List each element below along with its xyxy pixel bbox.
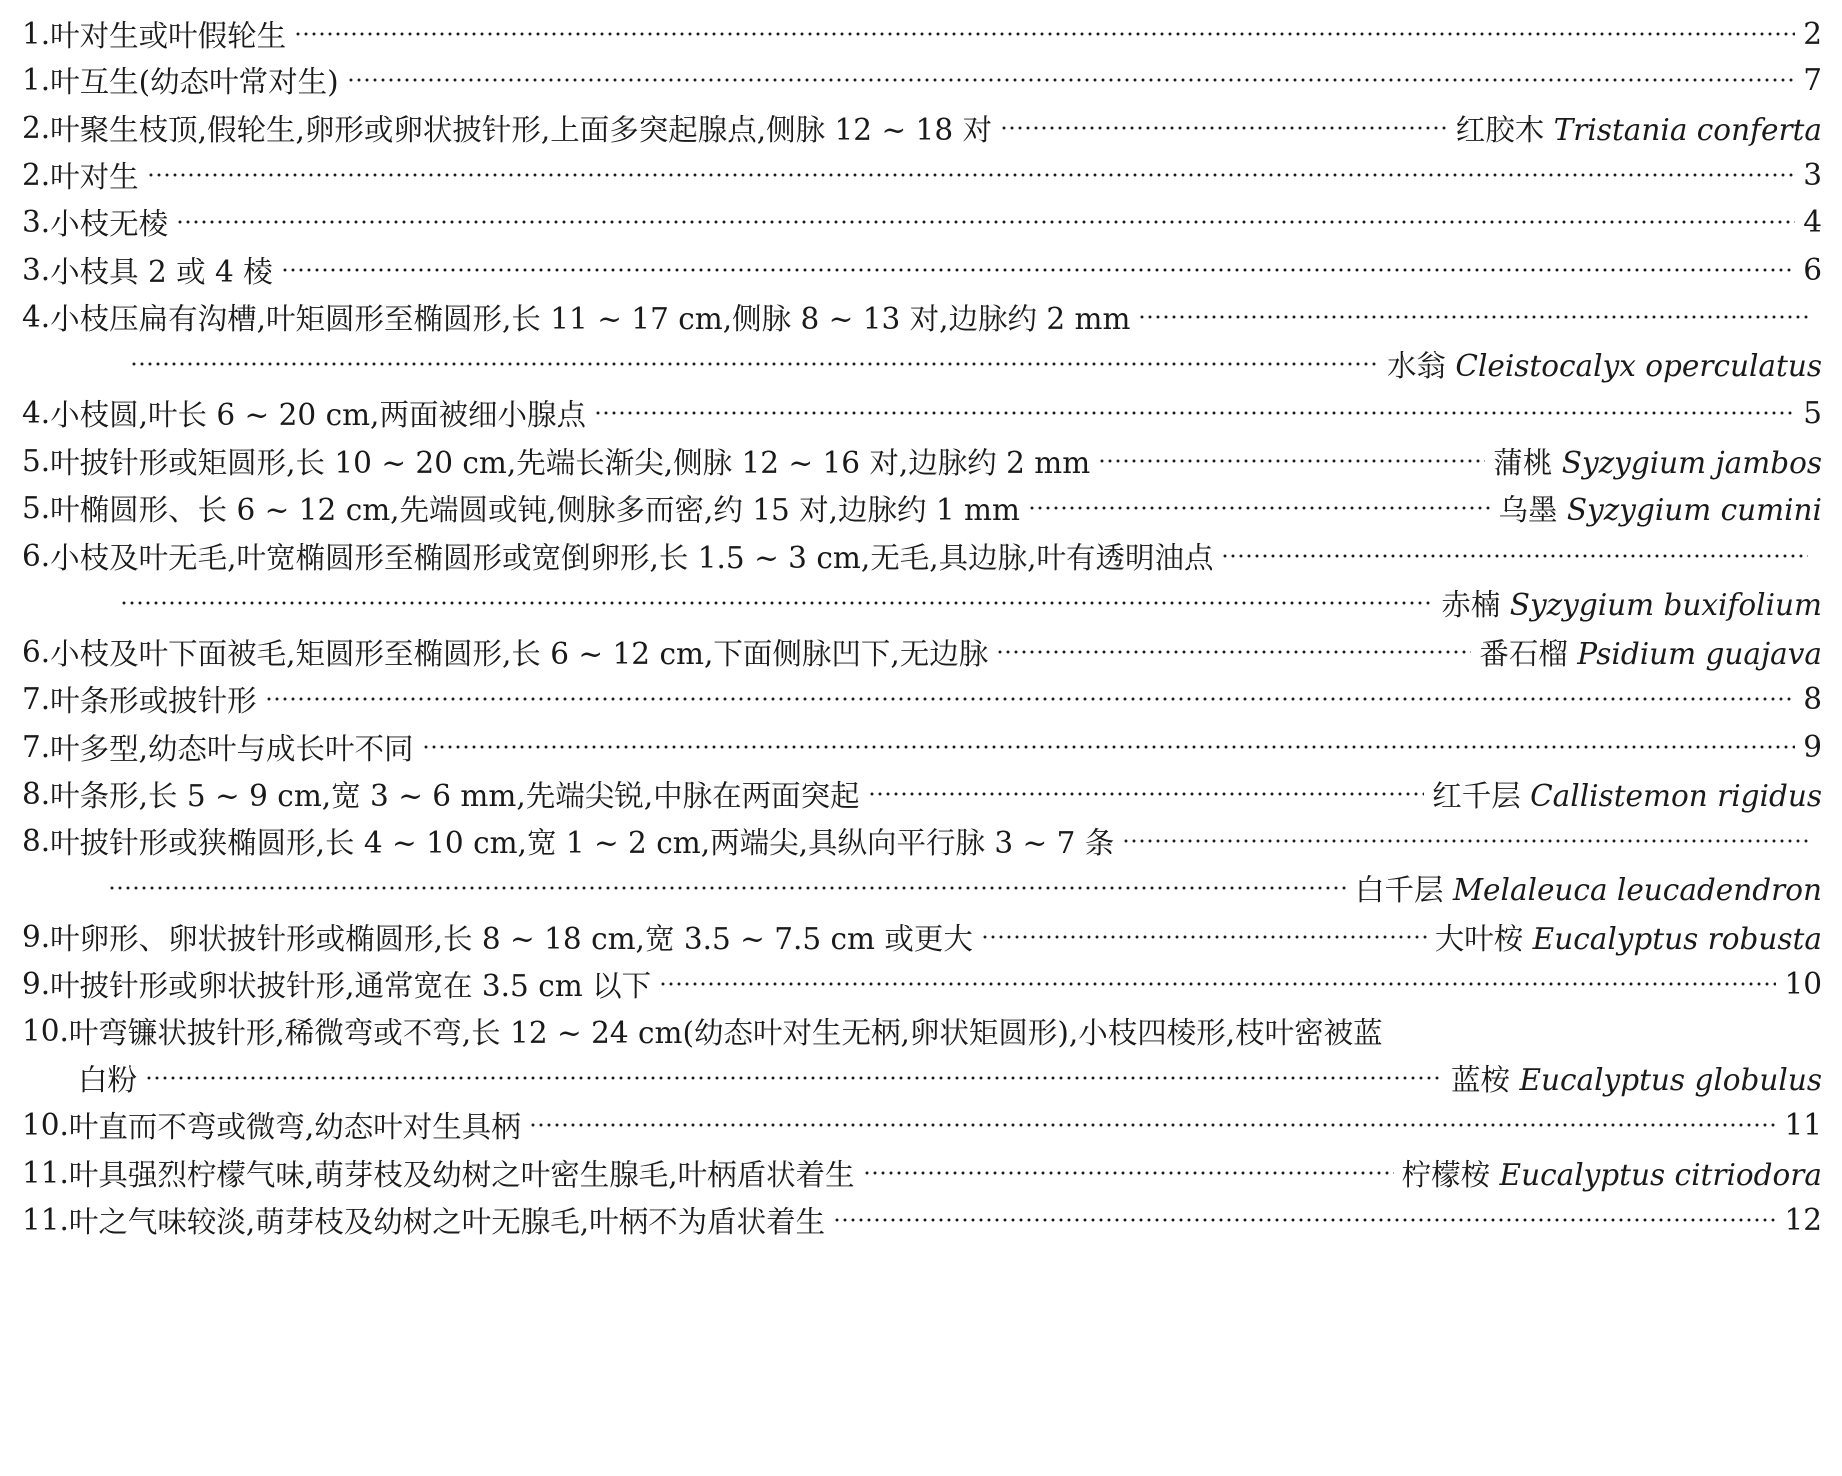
key-entry	[22, 816, 1822, 866]
entry-target: 12	[1784, 1203, 1822, 1237]
entry-target: 2	[1803, 17, 1822, 51]
species-scientific-name: Eucalyptus globulus	[1519, 1063, 1822, 1097]
species-name	[1441, 582, 1822, 624]
dot-leader	[1122, 839, 1808, 843]
key-entry	[22, 436, 1822, 486]
entry-description: 叶对生	[50, 160, 139, 194]
species-chinese-name: 红千层	[1432, 779, 1521, 813]
species-scientific-name: Cleistocalyx operculatus	[1455, 349, 1822, 383]
entry-description: 小枝压扁有沟槽,叶矩圆形至椭圆形,长 11 ~ 17 cm,侧脉 8 ~ 13 对,边脉约 2 mm	[50, 302, 1131, 336]
dot-leader	[108, 886, 1347, 890]
entry-description: 叶具强烈柠檬气味,萌芽枝及幼树之叶密生腺毛,叶柄盾状着生	[68, 1158, 855, 1192]
species-name	[1432, 773, 1822, 815]
species-scientific-name: Syzygium cumini	[1566, 493, 1822, 527]
entry-description: 小枝及叶下面被毛,矩圆形至椭圆形,长 6 ~ 12 cm,下面侧脉凹下,无边脉	[50, 637, 989, 671]
dot-leader	[1098, 459, 1485, 463]
entry-description: 叶卵形、卵状披针形或椭圆形,长 8 ~ 18 cm,宽 3.5 ~ 7.5 cm 或更大	[50, 922, 973, 956]
entry-number: 10.	[22, 1108, 69, 1142]
species-chinese-name: 蒲桃	[1493, 446, 1553, 480]
entry-number: 6.	[22, 539, 51, 573]
key-entry	[22, 103, 1822, 153]
species-scientific-name: Melaleuca leucadendron	[1452, 873, 1822, 907]
dot-leader	[996, 650, 1471, 654]
dot-leader	[868, 792, 1425, 796]
species-scientific-name: Eucalyptus robusta	[1532, 922, 1822, 956]
entry-number: 11.	[22, 1203, 69, 1237]
entry-description: 小枝及叶无毛,叶宽椭圆形至椭圆形或宽倒卵形,长 1.5 ~ 3 cm,无毛,具边脉,叶有透明油点	[50, 541, 1214, 575]
entry-description: 叶互生(幼态叶常对生)	[50, 65, 339, 99]
dot-leader	[594, 411, 1795, 415]
dot-leader	[1000, 126, 1448, 130]
species-name	[1498, 487, 1822, 529]
entry-target: 10	[1784, 967, 1822, 1001]
entry-target: 5	[1803, 396, 1822, 430]
entry-number: 4.	[22, 396, 51, 430]
dot-leader	[147, 173, 1796, 177]
key-entry	[22, 9, 1822, 59]
dot-leader	[659, 982, 1776, 986]
dot-leader	[347, 78, 1796, 82]
dot-leader	[145, 1076, 1443, 1080]
entry-target: 8	[1803, 682, 1822, 716]
entry-description: 叶披针形或矩圆形,长 10 ~ 20 cm,先端长渐尖,侧脉 12 ~ 16 对,边脉约 2 mm	[50, 446, 1091, 480]
dot-leader	[833, 1218, 1776, 1222]
dot-leader	[1221, 554, 1808, 558]
entry-number: 5.	[22, 491, 51, 525]
key-entry	[22, 722, 1822, 772]
species-scientific-name: Tristania conferta	[1553, 113, 1822, 147]
key-entry	[22, 197, 1822, 247]
entry-number: 5.	[22, 444, 51, 478]
key-entry	[22, 150, 1822, 200]
key-entry-continuation	[22, 1053, 1822, 1103]
dot-leader	[265, 697, 1796, 701]
entry-description: 小枝圆,叶长 6 ~ 20 cm,两面被细小腺点	[50, 398, 586, 432]
entry-number: 1.	[22, 63, 51, 97]
entry-number: 7.	[22, 730, 51, 764]
entry-number: 10.	[22, 1014, 69, 1048]
key-entry	[22, 483, 1822, 533]
species-chinese-name: 红胶木	[1455, 113, 1545, 147]
entry-description: 叶披针形或卵状披针形,通常宽在 3.5 cm 以下	[50, 969, 652, 1003]
species-name	[1387, 343, 1822, 385]
dot-leader	[1138, 315, 1808, 319]
species-chinese-name: 赤楠	[1441, 588, 1501, 622]
entry-number: 3.	[22, 253, 51, 287]
entry-number: 11.	[22, 1156, 69, 1190]
species-scientific-name: Syzygium jambos	[1561, 446, 1822, 480]
dot-leader	[281, 268, 1796, 272]
key-entry	[22, 388, 1822, 438]
entry-description: 叶之气味较淡,萌芽枝及幼树之叶无腺毛,叶柄不为盾状着生	[68, 1205, 826, 1239]
entry-description: 小枝无棱	[50, 207, 169, 241]
entry-number: 4.	[22, 300, 51, 334]
species-name	[1435, 916, 1822, 958]
dot-leader	[120, 601, 1433, 605]
entry-description: 叶聚生枝顶,假轮生,卵形或卵状披针形,上面多突起腺点,侧脉 12 ~ 18 对	[50, 113, 992, 147]
key-entry	[22, 531, 1822, 581]
key-entry	[22, 912, 1822, 962]
key-entry	[22, 959, 1822, 1009]
entry-number: 3.	[22, 205, 51, 239]
key-entry	[22, 55, 1822, 105]
species-name	[1402, 1152, 1822, 1194]
dot-leader	[863, 1171, 1394, 1175]
dot-leader	[130, 362, 1379, 366]
dot-leader	[176, 220, 1795, 224]
species-name	[1355, 867, 1822, 909]
entry-description: 叶对生或叶假轮生	[50, 19, 287, 53]
key-entry	[22, 627, 1822, 677]
entry-number: 8.	[22, 777, 51, 811]
dot-leader	[294, 32, 1795, 36]
key-entry	[22, 1195, 1822, 1245]
species-name	[1479, 631, 1822, 673]
entry-number: 6.	[22, 635, 51, 669]
key-entry-continuation	[22, 578, 1822, 628]
entry-number: 1.	[22, 17, 51, 51]
key-entry	[22, 1006, 1822, 1056]
species-name	[1493, 440, 1822, 482]
entry-number: 7.	[22, 682, 51, 716]
species-scientific-name: Callistemon rigidus	[1530, 779, 1822, 813]
entry-number: 9.	[22, 920, 51, 954]
entry-target: 9	[1803, 730, 1822, 764]
entry-target: 11	[1784, 1108, 1822, 1142]
species-scientific-name: Psidium guajava	[1577, 637, 1822, 671]
species-chinese-name: 柠檬桉	[1401, 1158, 1491, 1192]
species-chinese-name: 乌墨	[1498, 493, 1558, 527]
entry-number: 2.	[22, 158, 51, 192]
dot-leader	[1028, 506, 1491, 510]
species-chinese-name: 白千层	[1354, 873, 1444, 907]
key-entry	[22, 292, 1822, 342]
dot-leader	[981, 935, 1427, 939]
key-entry-continuation	[22, 863, 1822, 913]
key-entry	[22, 674, 1822, 724]
species-scientific-name: Eucalyptus citriodora	[1499, 1158, 1822, 1192]
entry-description: 叶多型,幼态叶与成长叶不同	[50, 732, 414, 766]
species-chinese-name: 蓝桉	[1451, 1063, 1511, 1097]
entry-number: 2.	[22, 111, 51, 145]
key-entry	[22, 769, 1822, 819]
entry-target: 4	[1803, 205, 1822, 239]
species-chinese-name: 水翁	[1386, 349, 1446, 383]
species-chinese-name: 大叶桉	[1434, 922, 1524, 956]
species-name	[1456, 107, 1822, 149]
species-name	[1451, 1057, 1822, 1099]
species-scientific-name: Syzygium buxifolium	[1509, 588, 1822, 622]
entry-description-continued: 白粉	[78, 1063, 138, 1097]
entry-description: 叶弯镰状披针形,稀微弯或不弯,长 12 ~ 24 cm(幼态叶对生无柄,卵状矩圆形),小枝四棱形,枝叶密被蓝	[68, 1016, 1383, 1050]
entry-description: 叶椭圆形、长 6 ~ 12 cm,先端圆或钝,侧脉多而密,约 15 对,边脉约 1 mm	[50, 493, 1020, 527]
entry-target: 6	[1803, 253, 1822, 287]
entry-description: 小枝具 2 或 4 棱	[50, 255, 273, 289]
entry-description: 叶条形,长 5 ~ 9 cm,宽 3 ~ 6 mm,先端尖锐,中脉在两面突起	[50, 779, 860, 813]
species-chinese-name: 番石榴	[1479, 637, 1568, 671]
dot-leader	[529, 1123, 1777, 1127]
entry-description: 叶直而不弯或微弯,幼态叶对生具柄	[68, 1110, 521, 1144]
entry-number: 8.	[22, 824, 51, 858]
entry-target: 7	[1803, 63, 1822, 97]
entry-number: 9.	[22, 967, 51, 1001]
key-entry-continuation	[22, 339, 1822, 389]
dot-leader	[422, 745, 1796, 749]
entry-description: 叶条形或披针形	[50, 684, 257, 718]
key-entry	[22, 1100, 1822, 1150]
key-entry	[22, 245, 1822, 295]
entry-target: 3	[1803, 158, 1822, 192]
entry-description: 叶披针形或狭椭圆形,长 4 ~ 10 cm,宽 1 ~ 2 cm,两端尖,具纵向平行脉 3 ~ 7 条	[50, 826, 1115, 860]
key-entry	[22, 1148, 1822, 1198]
